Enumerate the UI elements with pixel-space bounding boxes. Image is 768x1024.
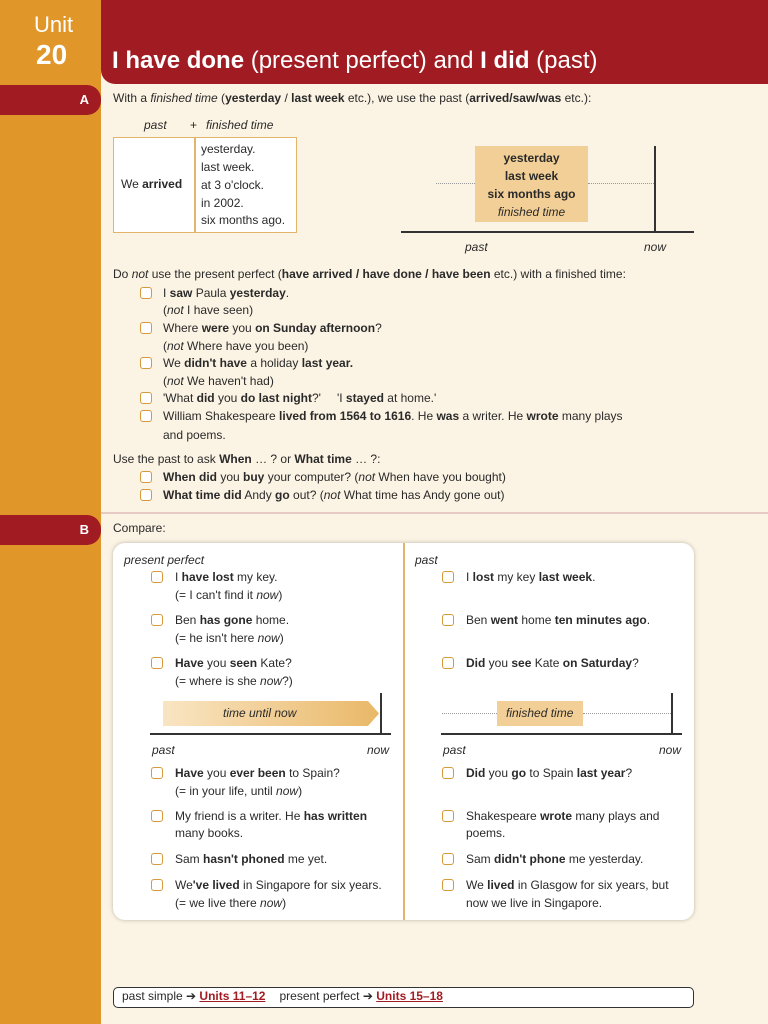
left-now-label: now	[367, 743, 390, 757]
example-3: We didn't have a holiday last year.	[163, 356, 354, 370]
right-example-4: Did you go to Spain last year?	[466, 766, 633, 780]
left-example-5-line2: many books.	[175, 826, 244, 840]
bullet	[151, 614, 163, 626]
table-right-1: yesterday.	[201, 142, 256, 156]
section-a-intro: With a finished time (yesterday / last week etc.), we use the past (arrived/saw/was etc.):	[113, 91, 592, 105]
bullet	[151, 879, 163, 891]
bullet	[140, 322, 152, 334]
example-6: When did you buy your computer? (not When have you bought)	[163, 470, 506, 484]
right-dots-right	[583, 713, 671, 714]
units-15-18-link[interactable]: Units 15–18	[376, 989, 443, 1003]
right-example-5-line2: poems.	[466, 826, 506, 840]
footer-links: past simple ➔ Units 11–12 present perfect ➔ Units 15–18	[122, 989, 443, 1003]
unit-number: 20	[36, 39, 68, 70]
table-head-plus: +	[190, 118, 198, 132]
left-example-1: I have lost my key.	[175, 570, 278, 584]
timeline-now-label: now	[644, 240, 667, 254]
timeline-past-label: past	[465, 240, 488, 254]
left-example-6: Sam hasn't phoned me yet.	[175, 852, 328, 866]
section-a-tab: A	[0, 85, 101, 115]
timeline-now-tick	[654, 146, 656, 232]
right-example-7-line2: now we live in Singapore.	[466, 896, 603, 910]
example-5: William Shakespeare lived from 1564 to 1616. He was a writer. He wrote many plays	[163, 409, 623, 423]
left-example-5: My friend is a writer. He has written	[175, 809, 368, 823]
bullet	[442, 879, 454, 891]
left-example-3-note: (= where is she now?)	[175, 674, 293, 688]
bullet	[140, 392, 152, 404]
example-5-line2: and poems.	[163, 428, 226, 442]
left-example-4-note: (= in your life, until now)	[175, 784, 303, 798]
section-b-tab: B	[0, 515, 101, 545]
left-example-7-note: (= we live there now)	[175, 896, 287, 910]
page-title: I have done (present perfect) and I did (past)	[112, 47, 598, 74]
right-example-6: Sam didn't phone me yesterday.	[466, 852, 644, 866]
bullet	[442, 767, 454, 779]
left-heading: present perfect	[124, 553, 205, 567]
left-example-4: Have you ever been to Spain?	[175, 766, 340, 780]
right-dots-left	[442, 713, 497, 714]
timeline-dots-left	[436, 183, 475, 184]
table-right-4: in 2002.	[201, 196, 244, 210]
table-left-cell: We arrived	[121, 177, 183, 191]
table-head-past: past	[144, 118, 167, 132]
bullet	[442, 810, 454, 822]
units-11-12-link[interactable]: Units 11–12	[199, 989, 266, 1003]
table-right-5: six months ago.	[201, 213, 286, 227]
bullet	[151, 767, 163, 779]
example-3-note: (not We haven't had)	[163, 374, 274, 388]
timeline-axis	[401, 231, 694, 233]
bullet	[140, 410, 152, 422]
right-example-5: Shakespeare wrote many plays and	[466, 809, 660, 823]
bullet	[442, 571, 454, 583]
bullet	[140, 489, 152, 501]
bullet	[151, 853, 163, 865]
example-2: Where were you on Sunday afternoon?	[163, 321, 382, 335]
right-axis	[441, 733, 682, 735]
bullet	[151, 657, 163, 669]
right-example-2: Ben went home ten minutes ago.	[466, 613, 651, 627]
bullet	[140, 287, 152, 299]
right-now-tick	[671, 693, 673, 733]
example-2-note: (not Where have you been)	[163, 339, 309, 353]
example-7: What time did Andy go out? (not What time has Andy gone out)	[163, 488, 505, 502]
table-right-2: last week.	[201, 160, 255, 174]
right-heading: past	[415, 553, 438, 567]
table-head-finished: finished time	[206, 118, 274, 132]
bullet	[151, 571, 163, 583]
right-example-1: I lost my key last week.	[466, 570, 596, 584]
sidebar	[0, 0, 101, 1024]
left-example-1-note: (= I can't find it now)	[175, 588, 283, 602]
right-now-label: now	[659, 743, 682, 757]
example-1: I saw Paula yesterday.	[163, 286, 290, 300]
time-until-now-label: time until now	[223, 706, 297, 720]
finished-time-label-b: finished time	[506, 706, 574, 720]
left-past-label: past	[152, 743, 175, 757]
right-past-label: past	[443, 743, 466, 757]
left-example-2: Ben has gone home.	[175, 613, 290, 627]
compare-label: Compare:	[113, 521, 166, 535]
bullet	[442, 657, 454, 669]
use-past-rule: Use the past to ask When … ? or What time … ?:	[113, 452, 381, 466]
table-right-3: at 3 o'clock.	[201, 178, 264, 192]
left-now-tick	[380, 693, 382, 733]
right-example-7: We lived in Glasgow for six years, but	[466, 878, 669, 892]
finished-time-box: yesterday last week six months ago finished time	[475, 146, 588, 222]
left-example-2-note: (= he isn't here now)	[175, 631, 284, 645]
bullet	[442, 853, 454, 865]
bullet	[151, 810, 163, 822]
timeline-dots-right	[588, 183, 654, 184]
left-example-3: Have you seen Kate?	[175, 656, 292, 670]
bullet	[442, 614, 454, 626]
bullet	[140, 471, 152, 483]
right-example-3: Did you see Kate on Saturday?	[466, 656, 639, 670]
left-axis	[150, 733, 391, 735]
bullet	[140, 357, 152, 369]
section-divider	[101, 512, 768, 514]
do-not-rule: Do not use the present perfect (have arrived / have done / have been etc.) with a finished time:	[113, 267, 626, 281]
unit-label: Unit	[34, 12, 74, 37]
example-1-note: (not I have seen)	[163, 303, 254, 317]
example-4: 'What did you do last night?' 'I stayed at home.'	[163, 391, 437, 405]
left-example-7: We've lived in Singapore for six years.	[175, 878, 382, 892]
